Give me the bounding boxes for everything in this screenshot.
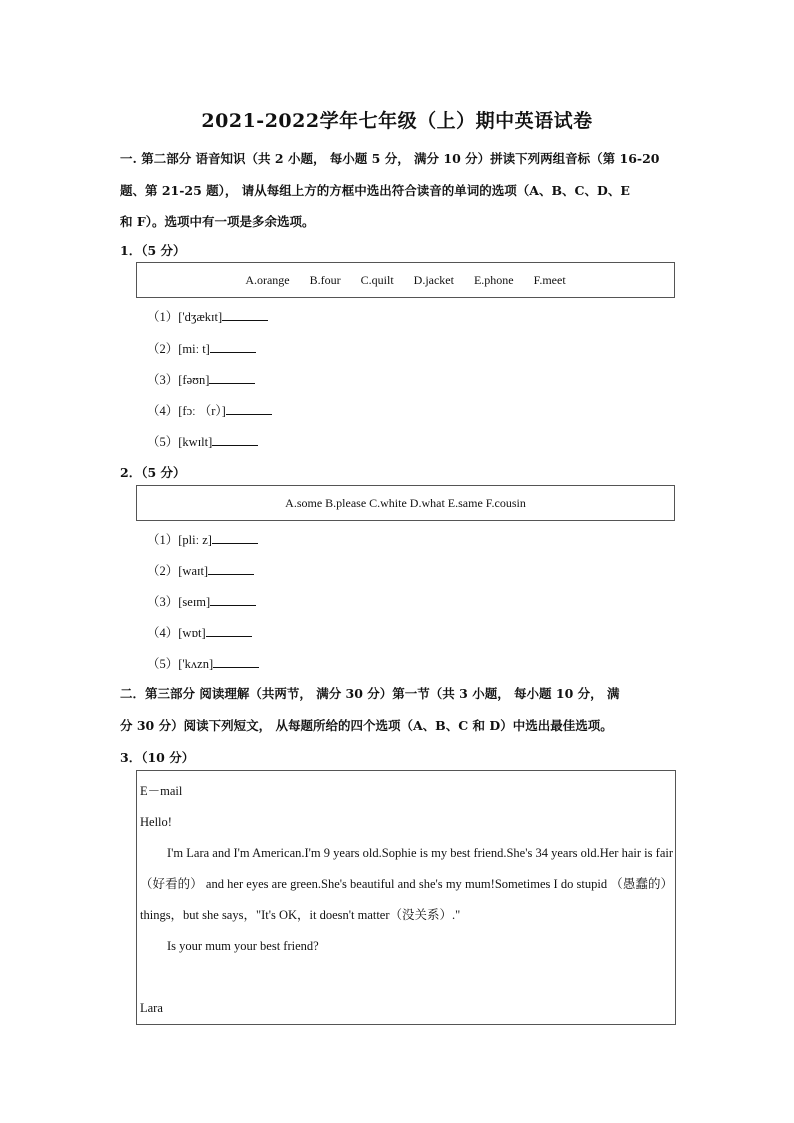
email-signature: Lara xyxy=(140,1001,163,1015)
option-line: A.some B.please C.white D.what E.same F.cousin xyxy=(285,495,526,510)
answer-blank[interactable] xyxy=(213,655,259,668)
answer-blank[interactable] xyxy=(212,531,258,544)
section1-intro-line: 题、第 21-25 题）， 请从每组上方的方框中选出符合读音的单词的选项（A、B、C、D、E xyxy=(120,182,630,198)
option-e: E.phone xyxy=(473,272,514,287)
option-b: B.four xyxy=(309,272,341,287)
phonetic-text: （4）[wɒt] xyxy=(147,626,206,640)
section1-intro-line: 和 F）。选项中有一项是多余选项。 xyxy=(120,214,315,229)
phonetic-text: （2）[waɪt] xyxy=(147,564,209,578)
question-1-option-box xyxy=(136,262,675,298)
answer-blank[interactable] xyxy=(210,593,256,606)
answer-blank[interactable] xyxy=(222,308,268,321)
email-passage-box xyxy=(136,770,676,1025)
email-label: E－mail xyxy=(140,784,183,798)
answer-blank[interactable] xyxy=(208,562,254,575)
option-c: C.quilt xyxy=(360,272,394,287)
phonetic-text: （5）[kwɪlt] xyxy=(147,435,213,449)
phonetic-text: （1）[pliː z] xyxy=(147,533,212,547)
option-a: A.orange xyxy=(245,272,290,287)
question-2-item xyxy=(147,592,256,610)
section2-intro-line: 二．第三部分 阅读理解（共两节， 满分 30 分）第一节（共 3 小题， 每小题 10 分， 满 xyxy=(120,686,620,701)
email-greeting: Hello! xyxy=(140,815,172,829)
email-question: Is your mum your best friend? xyxy=(167,939,319,953)
option-list xyxy=(137,263,674,297)
phonetic-text: （2）[miː t] xyxy=(147,342,210,356)
phonetic-text: （1）['dʒækɪt] xyxy=(147,310,223,324)
question-1-item xyxy=(147,339,256,357)
question-2-item xyxy=(147,561,254,579)
option-list xyxy=(137,486,674,520)
question-1-item xyxy=(147,370,255,388)
phonetic-text: （3）[fəʊn] xyxy=(147,373,210,387)
option-f: F.meet xyxy=(533,272,566,287)
question-2-item xyxy=(147,654,259,672)
question-2-item xyxy=(147,623,252,641)
answer-blank[interactable] xyxy=(226,402,272,415)
section1-intro-line: 一. 第二部分 语音知识（共 2 小题， 每小题 5 分， 满分 10 分）拼读下列两组音标（第 16-20 xyxy=(120,151,660,166)
email-spacer xyxy=(140,962,673,993)
phonetic-text: （5）['kʌzn] xyxy=(147,657,214,671)
question-3-header: 3．（10 分） xyxy=(120,750,195,765)
answer-blank[interactable] xyxy=(212,433,258,446)
question-1-item xyxy=(147,401,272,419)
question-2-item xyxy=(147,530,258,548)
answer-blank[interactable] xyxy=(206,624,252,637)
section2-intro-line: 分 30 分）阅读下列短文， 从每题所给的四个选项（A、B、C 和 D）中选出最佳选项。 xyxy=(120,717,613,733)
page-title: 2021-2022学年七年级（上）期中英语试卷 xyxy=(201,110,593,132)
question-1-header: 1．（5 分） xyxy=(120,243,186,258)
question-1-item xyxy=(147,432,258,450)
email-body-paragraph: I'm Lara and I'm American.I'm 9 years old.Sophie is my best friend.She's 34 years old.Her hair is fair（好看的） and her eyes are green.She's beautiful and she's my mum!Sometimes I do stupid （愚蠢的）things，but she says，"It's OK，it doesn't matter（没关系）." xyxy=(140,846,673,922)
phonetic-text: （4）[fɔː （r）] xyxy=(147,404,226,418)
question-2-header: 2．（5 分） xyxy=(120,465,186,480)
question-2-option-box xyxy=(136,485,675,521)
section1-instructions xyxy=(120,143,676,238)
answer-blank[interactable] xyxy=(209,371,255,384)
section2-instructions xyxy=(120,678,676,741)
option-d: D.jacket xyxy=(413,272,454,287)
question-1-item xyxy=(147,307,268,325)
answer-blank[interactable] xyxy=(210,340,256,353)
phonetic-text: （3）[seɪm] xyxy=(147,595,211,609)
